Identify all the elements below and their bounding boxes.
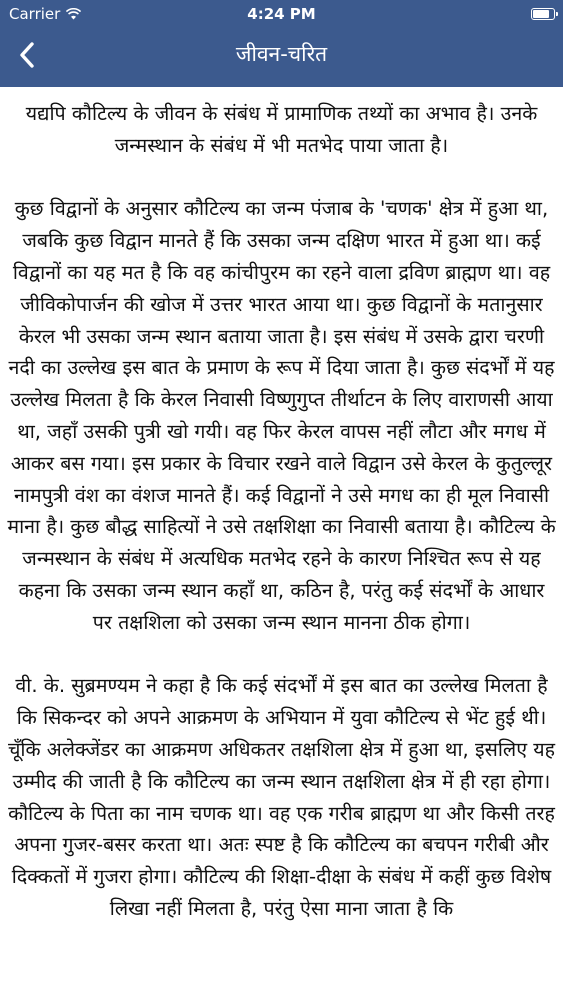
nav-bar: [0, 30, 563, 87]
article-paragraph: यद्यपि कौटिल्य के जीवन के संबंध में प्रामाणिक तथ्यों का अभाव है। उनके जन्मस्थान के संबंध में भी मतभेद पाया जाता है।: [25, 102, 538, 157]
article-paragraph: कुछ विद्वानों के अनुसार कौटिल्य का जन्म पंजाब के 'चणक' क्षेत्र में हुआ था, जबकि कुछ विद्वान मानते हैं कि उसका जन्म दक्षिण भारत में हुआ था। कई विद्वानों का यह मत है कि वह कांचीपुरम का रहने वाला द्रविण ब्राह्मण था। वह जीविकोपार्जन की खोज में उत्तर भारत आया था। कुछ विद्वानों के मतानुसार केरल भी उसका जन्म स्थान बताया जाता है। इस संबंध में उसके द्वारा चरणी नदी का उल्लेख इस बात के प्रमाण के रूप में दिया जाता है। कुछ संदर्भों में यह उल्लेख मिलता है कि केरल निवासी विष्णुगुप्त तीर्थाटन के लिए वाराणसी आया था, जहाँ उसकी पुत्री खो गयी। वह फिर केरल वापस नहीं लौटा और मगध में आकर बस गया। इस प्रकार के विचार रखने वाले विद्वान उसे केरल के कुतुल्लूर नामपुत्री वंश का वंशज मानते हैं। कई विद्वानों ने उसे मगध का ही मूल निवासी माना है। कुछ बौद्ध साहित्यों ने उसे तक्षशिक्षा का निवासी बताया है। कौटिल्य के जन्मस्थान के संबंध में अत्यधिक मतभेद रहने के कारण निश्चित रूप से यह कहना कि उसका जन्म स्थान कहाँ था, कठिन है, परंतु कई संदर्भों के आधार पर तक्षशिला को उसका जन्म स्थान मानना ठीक होगा।: [7, 197, 556, 634]
article-paragraph: वी. के. सुब्रमण्यम ने कहा है कि कई संदर्भों में इस बात का उल्लेख मिलता है कि सिकन्दर को अपने आक्रमण के अभियान में युवा कौटिल्य से भेंट हुई थी। चूँकि अलेक्जेंडर का आक्रमण अधिकतर तक्षशिला क्षेत्र में हुआ था, इसलिए यह उम्मीद की जाती है कि कौटिल्य का जन्म स्थान तक्षशिला क्षेत्र में ही रहा होगा। कौटिल्य के पिता का नाम चणक था। वह एक गरीब ब्राह्मण था और किसी तरह अपना गुजर-बसर करता था। अतः स्पष्ट है कि कौटिल्य का बचपन गरीबी और दिक्कतों में गुजरा होगा। कौटिल्य की शिक्षा-दीक्षा के संबंध में कहीं कुछ विशेष लिखा नहीं मिलता है, परंतु ऐसा माना जाता है कि: [7, 674, 556, 920]
article-body: [6, 98, 557, 957]
battery-level: [533, 10, 549, 18]
carrier-label: Carrier: [9, 5, 61, 23]
battery-icon: [531, 8, 555, 20]
back-button[interactable]: [10, 38, 44, 72]
navigation-header: [0, 0, 563, 87]
status-bar: [0, 0, 563, 30]
page-title: जीवन-चरित: [235, 42, 328, 66]
clock-time: 4:24 PM: [247, 5, 316, 23]
chevron-left-icon: [19, 42, 35, 68]
